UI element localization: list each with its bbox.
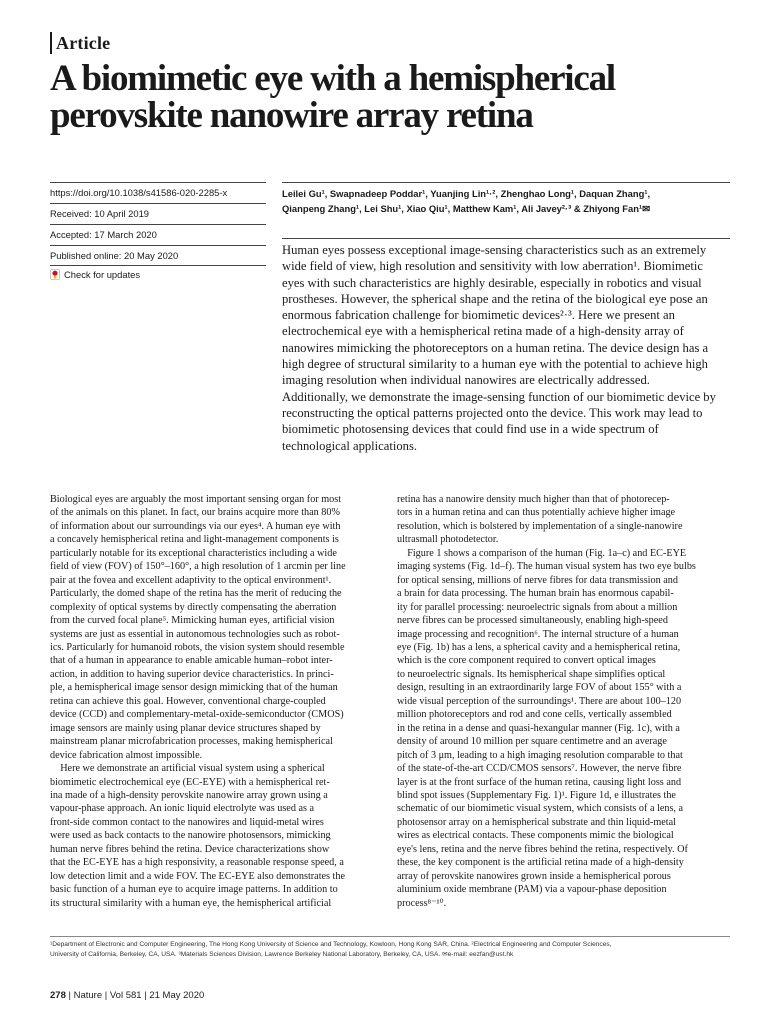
body-line: biomimetic electrochemical eye (EC-EYE) with a hemispherical ret-: [50, 776, 330, 788]
body-line: schematic of our biomimetic visual system, which consists of a lens, a: [397, 803, 684, 815]
body-line: blind spot issues (Supplementary Fig. 1)¹. Figure 1d, e illustrates the: [397, 789, 676, 801]
accepted-date: Accepted: 17 March 2020: [50, 229, 157, 240]
abstract-line: imaging resolution when individual nanowires are electrically addressed.: [282, 373, 650, 388]
body-line: tors in a human retina and can thus potentially achieve higher image: [397, 507, 676, 519]
abstract-rule: [282, 238, 730, 239]
authors-rule: [282, 182, 730, 183]
body-line: design, resulting in an extraordinarily large FOV of about 155° with a: [397, 682, 682, 694]
body-line: Figure 1 shows a comparison of the human (Fig. 1a–c) and EC-EYE: [397, 547, 687, 559]
body-line: action, in addition to having superior device characteristics. In princi-: [50, 668, 334, 680]
body-line: these, the key component is the artificial retina made of a high-density: [397, 857, 684, 869]
abstract-line: technological applications.: [282, 438, 417, 453]
body-line: pair at the fovea and excellent adaptivity to the optical environment¹.: [50, 574, 332, 586]
footnote-rule: [50, 936, 730, 937]
title-line: perovskite nanowire array retina: [50, 95, 533, 136]
body-line: image processing and recognition⁶. The internal structure of a human: [397, 628, 679, 640]
body-line: pitch of 3 μm, leading to a high imaging resolution comparable to that: [397, 749, 683, 761]
body-line: field of view (FOV) of 150°–160°, a high resolution of 1 arcmin per line: [50, 561, 346, 573]
body-line: particularly notable for its exceptional characteristics including a wide: [50, 547, 337, 559]
abstract-line: high degree of structural similarity to a human eye with the potential to achieve high: [282, 357, 708, 372]
body-line: which is the core component required to convert optical images: [397, 655, 656, 667]
body-line: ple, a hemispherical image sensor design mimicking that of the human: [50, 682, 338, 694]
issue-date: 21 May 2020: [149, 990, 205, 1001]
body-line: that the EC-EYE has a high responsivity, a reasonable response speed, a: [50, 857, 344, 869]
body-line: to neuroelectric signals. Its hemispherical shape simplifies optical: [397, 668, 666, 680]
page-number: 278: [50, 990, 66, 1001]
abstract-line: Additionally, we demonstrate the image-sensing function of our biomimetic device by: [282, 389, 716, 404]
body-line: of the state-of-the-art CCD/CMOS sensors⁷. However, the nerve fibre: [397, 763, 682, 775]
body-line: layer is at the front surface of the human retina, causing light loss and: [397, 776, 682, 788]
author-list: [282, 186, 730, 216]
body-line: ina made of a high-density perovskite nanowire array grown using a: [50, 789, 328, 801]
abstract-line: eyes with such characteristics are highly desirable, especially in robotics and visual: [282, 275, 702, 290]
body-line: array of perovskite nanowires grown inside a hemispherical porous: [397, 870, 671, 882]
body-line: eye's lens, retina and the nerve fibres behind the retina, respectively. Of: [397, 843, 688, 855]
footer-separator: |: [144, 990, 147, 1001]
body-line: wires as electrical contacts. These components mimic the biological: [397, 830, 674, 842]
body-line: device fabrication almost impossible.: [50, 749, 203, 761]
body-line: aluminium oxide membrane (PAM) via a vapour-phase deposition: [397, 884, 667, 896]
footer-separator: |: [68, 990, 71, 1001]
body-line: in the retina in a dense and quasi-hexangular manner (Fig. 1c), with a: [397, 722, 680, 734]
abstract: [282, 242, 732, 454]
meta-rule: [50, 182, 266, 183]
body-line: Biological eyes are arguably the most important sensing organ for most: [50, 494, 342, 505]
body-line: a brain for data processing. The human brain has enormous capabil-: [397, 588, 674, 600]
check-for-updates-label: Check for updates: [64, 269, 141, 280]
body-line: imaging systems (Fig. 1d–f). The human visual system has two eye bulbs: [397, 561, 696, 573]
title-line: A biomimetic eye with a hemispherical: [50, 58, 615, 99]
body-line: of the animals on this planet. In fact, our brains acquire more than 80%: [50, 507, 340, 519]
body-line: from the curved focal plane⁵. Mimicking human eyes, artificial vision: [50, 615, 335, 627]
abstract-line: biomimetic photosensing devices that could find use in a wide spectrum of: [282, 422, 659, 437]
body-line: basic function of a human eye to acquire image patterns. In addition to: [50, 884, 338, 896]
body-line: mainstream planar microfabrication processes, making hemispherical: [50, 736, 333, 748]
body-line: ultrasmall photodetector.: [397, 534, 499, 546]
abstract-line: electrochemical eye with a hemispherical retina made of a high-density array of: [282, 324, 684, 339]
body-line: ics. Particularly for humanoid robots, the vision system should resemble: [50, 641, 345, 653]
received-date: Received: 10 April 2019: [50, 208, 150, 219]
body-line: million photoreceptors and rod and cone cells, vertically assembled: [397, 709, 672, 721]
doi-link[interactable]: https://doi.org/10.1038/s41586-020-2285-x: [50, 187, 228, 198]
body-line: wide visual perception of the surroundings¹. There are about 100–120: [397, 695, 682, 707]
body-line: low detection limit and a wide FOV. The EC-EYE also demonstrates the: [50, 870, 346, 882]
volume: Vol 581: [109, 990, 142, 1001]
meta-rule: [50, 265, 266, 266]
abstract-line: prostheses. However, the spherical shape and the retina of the biological eye pose an: [282, 291, 708, 306]
body-line: photosensor array on a hemispherical substrate and thin liquid-metal: [397, 816, 676, 828]
body-line: complexity of optical systems by directly compensating the aberration: [50, 601, 337, 613]
journal-name: Nature: [73, 990, 103, 1001]
abstract-line: reconstructing the optical patterns projected onto the device. This work may lead to: [282, 405, 703, 420]
abstract-line: wide field of view, high resolution and sensitivity with low aberration¹. Biomimetic: [282, 259, 703, 274]
body-line: image sensors are mainly using planar device structures shaped by: [50, 722, 321, 734]
article-title: [50, 60, 750, 134]
author-line: Leilei Gu¹, Swapnadeep Poddar¹, Yuanjing Lin¹·², Zhenghao Long¹, Daquan Zhang¹,: [282, 188, 651, 199]
check-for-updates-icon: [50, 269, 60, 280]
body-line: resolution, which is bolstered by implementation of a single-nanowire: [397, 520, 683, 532]
affiliations-footnote: [50, 940, 740, 960]
page-footer: [50, 990, 204, 1001]
body-line: vapour-phase approach. An ionic liquid electrolyte was used as a: [50, 803, 315, 815]
abstract-line: Human eyes possess exceptional image-sensing characteristics such as an extremely: [282, 243, 707, 257]
body-line: systems are just as essential in autonomous technologies such as robot-: [50, 628, 340, 640]
footer-separator: |: [104, 990, 108, 1001]
section-rule: [50, 32, 52, 54]
body-line: density of around 10 million per square centimetre and an average: [397, 736, 667, 748]
footnote-line: University of California, Berkeley, CA, USA. ³Materials Sciences Division, Lawrence Berkeley National Laboratory, Berkeley, CA, USA. ✉e-mail: eezfan@ust.hk: [50, 951, 514, 958]
body-line: human nerve fibres behind the retina. Device characterizations show: [50, 843, 330, 855]
body-line: Particularly, the domed shape of the retina has the merit of reducing the: [50, 588, 342, 600]
body-line: of information about our surroundings via our eyes⁴. A human eye with: [50, 520, 341, 532]
abstract-line: nanowires mimicking the photoreceptors on a human retina. The device design has a: [282, 340, 709, 355]
body-line: retina has a nanowire density much higher than that of photorecep-: [397, 494, 670, 505]
body-line: nerve fibres can be processed simultaneously, enabling high-speed: [397, 615, 668, 627]
body-line: that of a human in appearance to enable amicable human–robot inter-: [50, 655, 333, 667]
author-line: Qianpeng Zhang¹, Lei Shu¹, Xiao Qiu¹, Matthew Kam¹, Ali Javey²·³ & Zhiyong Fan¹✉: [282, 203, 650, 214]
meta-rule: [50, 245, 266, 246]
abstract-line: enormous fabrication challenge for biomimetic devices²·³. Here we present an: [282, 308, 675, 323]
body-column-left: [50, 493, 383, 910]
body-line: device (CCD) and complementary-metal-oxide-semiconductor (CMOS): [50, 709, 344, 721]
body-line: retina can achieve this goal. However, conventional charge-coupled: [50, 695, 326, 707]
published-date: Published online: 20 May 2020: [50, 250, 179, 261]
body-line: front-side common contact to the nanowires and liquid-metal wires: [50, 816, 324, 828]
body-line: eye (Fig. 1b) has a lens, a spherical cavity and a hemispherical retina,: [397, 641, 681, 653]
body-line: Here we demonstrate an artificial visual system using a spherical: [50, 763, 325, 775]
body-line: for optical sensing, millions of nerve fibres for data transmission and: [397, 574, 678, 586]
body-line: ity for parallel processing: neuroelectric signals from about a million: [397, 601, 678, 613]
meta-rule: [50, 224, 266, 225]
check-for-updates-link[interactable]: [50, 269, 140, 280]
body-line: were used as back contacts to the nanowire photosensors, mimicking: [50, 830, 331, 842]
body-line: a concavely hemispherical retina and light-management components is: [50, 534, 339, 546]
body-line: its structural similarity with a human eye, the hemispherical artificial: [50, 897, 332, 909]
section-label: Article: [56, 33, 111, 53]
body-line: process⁸⁻¹⁰.: [397, 897, 447, 909]
meta-rule: [50, 203, 266, 204]
footnote-line: ¹Department of Electronic and Computer Engineering, The Hong Kong University of Science and Technology, Kowloon, Hong Kong SAR, China. ²Electrical Engineering and Computer Sciences,: [50, 941, 612, 948]
body-column-right: [397, 493, 730, 910]
